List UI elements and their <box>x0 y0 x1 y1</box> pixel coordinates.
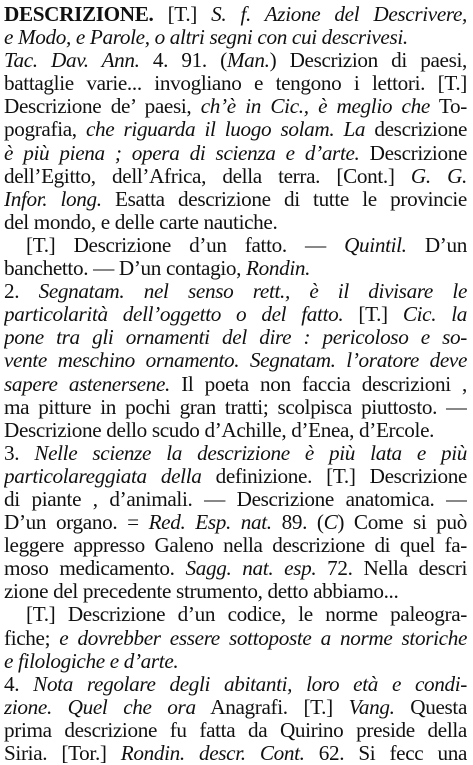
entry-line <box>4 580 467 603</box>
italic-text: e Modo, e Parole, o altri segni con cui descrivesi. <box>4 26 408 50</box>
roman-text: prima descrizione fu fatta da Quirino preside della <box>4 718 467 742</box>
roman-text: di piante , d’animali. — Descrizione anatomica. — <box>4 487 467 511</box>
italic-text: che riguarda il luogo solam. La <box>85 118 366 142</box>
roman-text: Descrizione de’ paesi, <box>4 95 201 119</box>
italic-text: G. G. <box>410 164 467 188</box>
roman-text: 62. Si fecc una <box>304 742 467 765</box>
roman-text: Anagrafi. [T.] <box>195 695 349 719</box>
entry-line <box>4 627 467 650</box>
entry-line <box>4 3 467 26</box>
entry-line <box>4 326 467 349</box>
entry-line <box>4 419 467 442</box>
italic-text: Cic. la <box>402 303 467 327</box>
roman-text: banchetto. — D’un contagio, <box>4 257 247 281</box>
entry-line <box>4 650 467 673</box>
entry-line <box>4 534 467 557</box>
roman-text: Il poeta non faccia descrizioni , <box>169 372 467 396</box>
italic-text: ch’è in Cic., è meglio che <box>200 95 430 119</box>
italic-text: Quintil. <box>344 233 407 257</box>
roman-text: pografia, <box>4 118 86 142</box>
italic-text: e dovrebber essere sottoposte a norme storiche <box>59 626 467 650</box>
entry-line <box>4 603 467 626</box>
roman-text: descrizione <box>365 118 467 142</box>
entry-line <box>4 465 467 488</box>
entry-line <box>4 673 467 696</box>
entry-line <box>4 719 467 742</box>
roman-text: dell’Egitto, dell’Africa, della terra. [Cont.] <box>4 164 411 188</box>
italic-text: C <box>323 511 338 535</box>
roman-text: definizione. [T.] Descrizione <box>201 464 467 488</box>
entry-line <box>4 696 467 719</box>
roman-text: To- <box>429 95 467 119</box>
italic-text: e filologiche e d’arte. <box>4 649 179 673</box>
roman-text: moso medicamento. <box>4 557 186 581</box>
entry-line <box>4 303 467 326</box>
roman-text: Descrizione dello scudo d’Achille, d’Enea, d’Ercole. <box>4 418 435 442</box>
roman-text: D’un organo. = <box>4 511 149 535</box>
entry-line <box>4 557 467 580</box>
italic-text: è più piena ; opera di scienza e d’arte. <box>4 141 360 165</box>
italic-text: zione. Quel che ora <box>4 695 196 719</box>
entry-line <box>4 396 467 419</box>
italic-text: vente meschino ornamento. Segnatam. l’oratore deve <box>4 349 467 373</box>
italic-text: Vang. <box>348 695 395 719</box>
roman-text: leggere appresso Galeno nella descrizione di quel fa- <box>4 534 467 558</box>
roman-text: Esatta descrizione di tutte le provincie <box>101 187 467 211</box>
entry-line <box>4 742 467 765</box>
roman-text: D’un <box>406 233 467 257</box>
roman-text: [T.] Descrizione d’un codice, le norme paleogra- <box>26 603 467 627</box>
roman-text: battaglie varie... invogliano e tengono i lettori. [T.] <box>4 72 467 96</box>
entry-line <box>4 165 467 188</box>
italic-text: particolareggiata della <box>4 464 202 488</box>
italic-text: Segnatam. nel senso rett., è il divisare le <box>38 280 467 304</box>
italic-text: particolarità dell’oggetto o del fatto. <box>4 303 344 327</box>
roman-text: Descrizione <box>359 141 467 165</box>
entry-line <box>4 442 467 465</box>
roman-text: fiche; <box>4 626 60 650</box>
roman-text: 72. Nella descri <box>316 557 467 581</box>
entry-line <box>4 142 467 165</box>
entry-line <box>4 234 467 257</box>
entry-line <box>4 72 467 95</box>
roman-text: 3. <box>4 441 35 465</box>
roman-text: ) Descrizion di paesi, <box>269 49 467 73</box>
roman-text: [T.] <box>343 303 403 327</box>
roman-text: [T.] <box>153 3 212 26</box>
entry-line <box>4 373 467 396</box>
italic-text: Nelle scienze la descrizione è più lata e più <box>34 441 467 465</box>
roman-text: ) Come si può <box>337 511 467 535</box>
roman-text: zione del precedente strumento, detto abbiamo... <box>4 580 399 604</box>
italic-text: pone tra gli ornamenti del dire : pericoloso e so- <box>4 326 467 350</box>
italic-text: Rondin. descr. Cont. <box>120 742 305 765</box>
roman-text: ma pitture in pochi gran tratti; scolpisca piuttosto. — <box>4 395 467 419</box>
entry-line <box>4 211 467 234</box>
roman-text: 4. <box>4 672 34 696</box>
entry-line <box>4 349 467 372</box>
roman-text: 89. ( <box>271 511 324 535</box>
entry-line <box>4 118 467 141</box>
italic-text: sapere astenersene. <box>4 372 170 396</box>
entry-line <box>4 488 467 511</box>
roman-text: del mondo, e delle carte nautiche. <box>4 210 278 234</box>
italic-text: Sagg. nat. esp. <box>185 557 317 581</box>
italic-text: Man. <box>226 49 270 73</box>
entry-line <box>4 188 467 211</box>
headword: DESCRIZIONE. <box>4 3 154 26</box>
entry-line <box>4 95 467 118</box>
italic-text: Red. Esp. nat. <box>148 511 272 535</box>
roman-text: Questa <box>394 695 467 719</box>
entry-line <box>4 511 467 534</box>
italic-text: S. f. Azione del Descrivere, <box>211 3 467 26</box>
italic-text: Nota regolare degli abitanti, loro età e condi- <box>33 672 467 696</box>
italic-text: Tac. Dav. Ann. <box>4 49 140 73</box>
roman-text: 2. <box>4 280 39 304</box>
roman-text: 4. 91. ( <box>139 49 227 73</box>
entry-line <box>4 26 467 49</box>
roman-text: Siria. [Tor.] <box>4 742 121 765</box>
entry-line <box>4 49 467 72</box>
entry-line <box>4 280 467 303</box>
roman-text: [T.] Descrizione d’un fatto. — <box>26 233 345 257</box>
italic-text: Infor. long. <box>4 187 102 211</box>
italic-text: Rondin. <box>246 257 311 281</box>
entry-line <box>4 257 467 280</box>
